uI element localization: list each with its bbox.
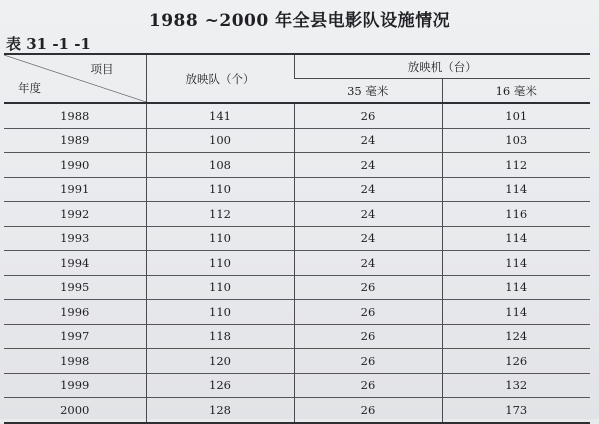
table-row — [4, 373, 590, 398]
cell-year: 1998 — [4, 349, 146, 374]
cell-16mm: 126 — [442, 349, 590, 374]
diagonal-header-cell — [4, 54, 146, 103]
cell-16mm: 173 — [442, 398, 590, 423]
cell-35mm: 26 — [294, 398, 442, 423]
cell-16mm: 114 — [442, 251, 590, 276]
cell-teams: 128 — [146, 398, 294, 423]
cell-year: 1999 — [4, 373, 146, 398]
header-teams: 放映队（个） — [146, 54, 294, 103]
table-row — [4, 349, 590, 374]
cell-year: 2000 — [4, 398, 146, 423]
cell-teams: 110 — [146, 177, 294, 202]
cell-year: 1995 — [4, 275, 146, 300]
cell-35mm: 26 — [294, 324, 442, 349]
cell-year: 1988 — [4, 103, 146, 128]
table-row — [4, 300, 590, 325]
cell-16mm: 114 — [442, 226, 590, 251]
cell-year: 1991 — [4, 177, 146, 202]
cell-teams: 110 — [146, 300, 294, 325]
cell-35mm: 24 — [294, 128, 442, 153]
cell-teams: 108 — [146, 153, 294, 178]
table-number: 表 31 -1 -1 — [6, 35, 91, 53]
cell-teams: 112 — [146, 202, 294, 227]
header-projectors: 放映机（台） — [294, 54, 590, 79]
cell-teams: 118 — [146, 324, 294, 349]
cell-teams: 110 — [146, 275, 294, 300]
cell-35mm: 26 — [294, 349, 442, 374]
table-row — [4, 226, 590, 251]
table-row — [4, 324, 590, 349]
cell-year: 1992 — [4, 202, 146, 227]
cell-year: 1990 — [4, 153, 146, 178]
table-row — [4, 275, 590, 300]
table-row — [4, 128, 590, 153]
cell-35mm: 24 — [294, 177, 442, 202]
cell-year: 1994 — [4, 251, 146, 276]
header-16mm: 16 毫米 — [442, 79, 590, 104]
cell-teams: 100 — [146, 128, 294, 153]
cell-teams: 120 — [146, 349, 294, 374]
cell-teams: 141 — [146, 103, 294, 128]
cell-year: 1989 — [4, 128, 146, 153]
table-row — [4, 202, 590, 227]
cell-16mm: 124 — [442, 324, 590, 349]
cell-teams: 110 — [146, 226, 294, 251]
cell-16mm: 114 — [442, 300, 590, 325]
table-row — [4, 177, 590, 202]
cell-35mm: 24 — [294, 153, 442, 178]
cell-year: 1996 — [4, 300, 146, 325]
cell-35mm: 26 — [294, 373, 442, 398]
cell-year: 1993 — [4, 226, 146, 251]
cell-16mm: 114 — [442, 275, 590, 300]
table-row — [4, 103, 590, 128]
cell-16mm: 103 — [442, 128, 590, 153]
projection-facilities-table — [4, 53, 590, 424]
cell-teams: 126 — [146, 373, 294, 398]
table-row — [4, 251, 590, 276]
header-35mm: 35 毫米 — [294, 79, 442, 104]
header-year-label: 年度 — [18, 81, 41, 95]
cell-year: 1997 — [4, 324, 146, 349]
cell-16mm: 116 — [442, 202, 590, 227]
table-title: 1988 ~2000 年全县电影队设施情况 — [148, 11, 451, 31]
cell-16mm: 101 — [442, 103, 590, 128]
cell-35mm: 24 — [294, 226, 442, 251]
header-item-label: 项目 — [90, 62, 114, 76]
cell-teams: 110 — [146, 251, 294, 276]
cell-35mm: 26 — [294, 275, 442, 300]
cell-35mm: 24 — [294, 251, 442, 276]
cell-16mm: 132 — [442, 373, 590, 398]
cell-16mm: 112 — [442, 153, 590, 178]
cell-16mm: 114 — [442, 177, 590, 202]
cell-35mm: 24 — [294, 202, 442, 227]
cell-35mm: 26 — [294, 103, 442, 128]
cell-35mm: 26 — [294, 300, 442, 325]
table-row — [4, 153, 590, 178]
